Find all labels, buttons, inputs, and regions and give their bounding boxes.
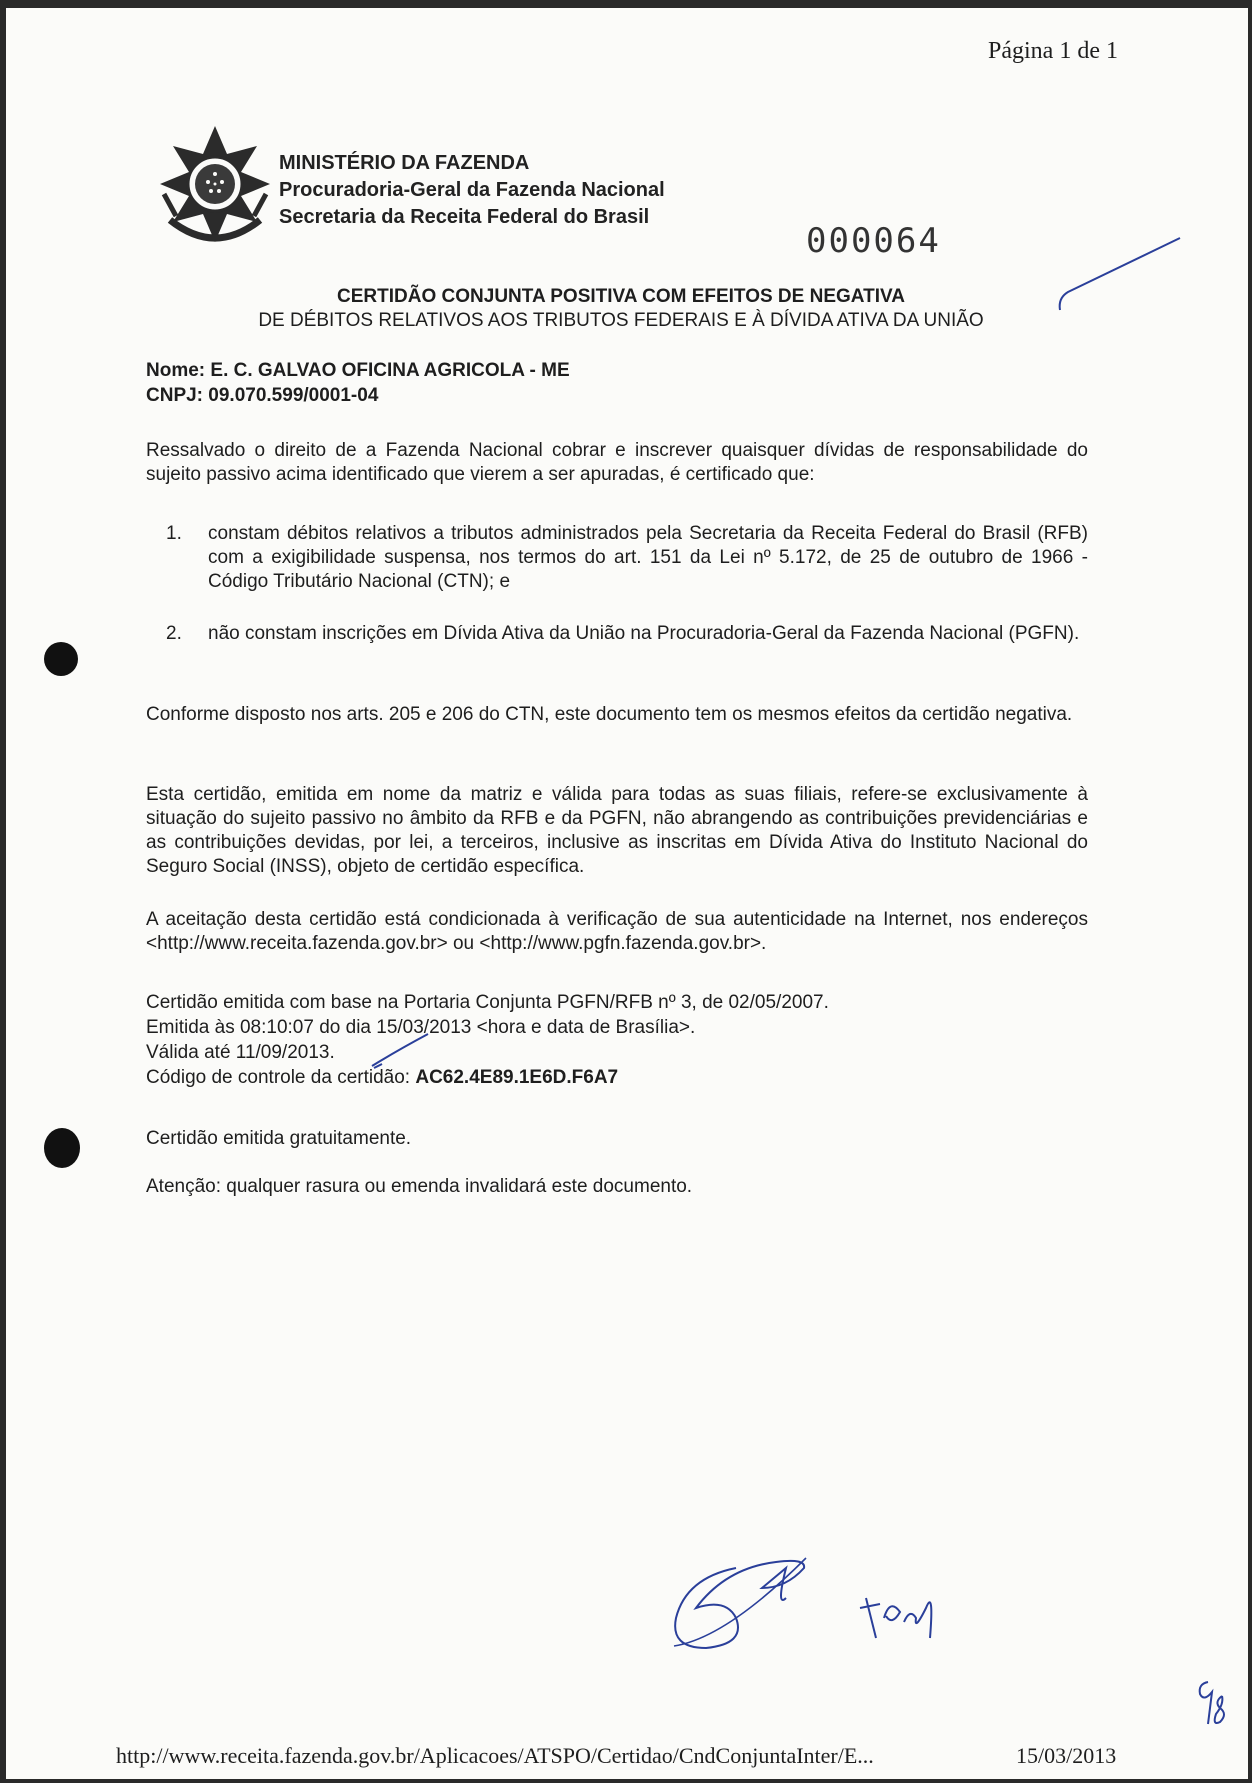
secretaria-name: Secretaria da Receita Federal do Brasil [279, 206, 650, 228]
control-code-label: Código de controle da certidão: [146, 1067, 416, 1088]
authenticity-paragraph: A aceitação desta certidão está condicionada à verificação de sua autenticidade na Internet, nos endereços <http://www.receita.fazenda.gov.br> ou <http://www.pgfn.fazenda.gov.br>. [146, 909, 1088, 954]
certificate-page [6, 8, 1248, 1779]
scope-paragraph: Esta certidão, emitida em nome da matriz e válida para todas as suas filiais, refere-se exclusivamente à situação do sujeito passivo no âmbito da RFB e da PGFN, não abrangendo as contribuições previdenciárias e as contribuições devidas, por lei, a terceiros, inclusive as inscritas em Dívida Ativa do Instituto Nacional do Seguro Social (INSS), objeto de certidão específica. [146, 784, 1088, 877]
intro-paragraph: Ressalvado o direito de a Fazenda Nacional cobrar e inscrever quaisquer dívidas de responsabilidade do sujeito passivo acima identificado que vierem a ser apuradas, é certificado que: [146, 440, 1088, 485]
certificate-subtitle: DE DÉBITOS RELATIVOS AOS TRIBUTOS FEDERAIS E À DÍVIDA ATIVA DA UNIÃO [258, 310, 984, 331]
binder-hole [44, 1128, 80, 1168]
taxpayer-identification [146, 358, 570, 408]
portaria-line: Certidão emitida com base na Portaria Conjunta PGFN/RFB nº 3, de 02/05/2007. [146, 992, 829, 1013]
free-emission-note: Certidão emitida gratuitamente. [146, 1128, 412, 1149]
taxpayer-name: Nome: E. C. GALVAO OFICINA AGRICOLA - ME [146, 360, 570, 381]
page-stamp-number: 000064 [806, 221, 941, 261]
control-code-line [146, 1065, 829, 1090]
valid-until-line: Válida até 11/09/2013. [146, 1042, 335, 1063]
list-item-number: 2. [166, 623, 182, 644]
handwritten-initials [856, 1578, 946, 1648]
emitted-line: Emitida às 08:10:07 do dia 15/03/2013 <hora e data de Brasília>. [146, 1017, 696, 1038]
procuradoria-name: Procuradoria-Geral da Fazenda Nacional [279, 179, 665, 201]
list-item [166, 522, 1088, 594]
list-item-text: não constam inscrições em Dívida Ativa da União na Procuradoria-Geral da Fazenda Nacional (PGFN). [208, 623, 1080, 644]
certificate-title: CERTIDÃO CONJUNTA POSITIVA COM EFEITOS DE NEGATIVA [337, 286, 905, 307]
handwritten-signature [666, 1548, 816, 1658]
header-institutions [279, 150, 665, 231]
binder-hole [44, 642, 78, 676]
list-item [166, 622, 1088, 670]
list-item-text: constam débitos relativos a tributos administrados pela Secretaria da Receita Federal do Brasil (RFB) com a exigibilidade suspensa, nos termos do art. 151 da Lei nº 5.172, de 25 de outubro de 1966 - Código Tributário Nacional (CTN); e [208, 523, 1088, 592]
pen-mark-date [368, 1030, 438, 1070]
ctn-effects-paragraph: Conforme disposto nos arts. 205 e 206 do CTN, este documento tem os mesmos efeitos da certidão negativa. [146, 704, 1073, 725]
footer-date: 15/03/2013 [1016, 1743, 1117, 1768]
ministry-name: MINISTÉRIO DA FAZENDA [279, 152, 530, 174]
footer-url: http://www.receita.fazenda.gov.br/Aplicacoes/ATSPO/Certidao/CndConjuntaInter/E... [116, 1743, 874, 1768]
page-info: Página 1 de 1 [988, 38, 1118, 64]
warning-note: Atenção: qualquer rasura ou emenda invalidará este documento. [146, 1176, 693, 1197]
control-code-value: AC62.4E89.1E6D.F6A7 [415, 1067, 619, 1088]
coat-of-arms-emblem [156, 124, 274, 256]
list-item-number: 1. [166, 523, 182, 544]
taxpayer-cnpj: CNPJ: 09.070.599/0001-04 [146, 385, 379, 406]
emission-block [146, 990, 829, 1090]
handwritten-page-number [1194, 1678, 1234, 1728]
